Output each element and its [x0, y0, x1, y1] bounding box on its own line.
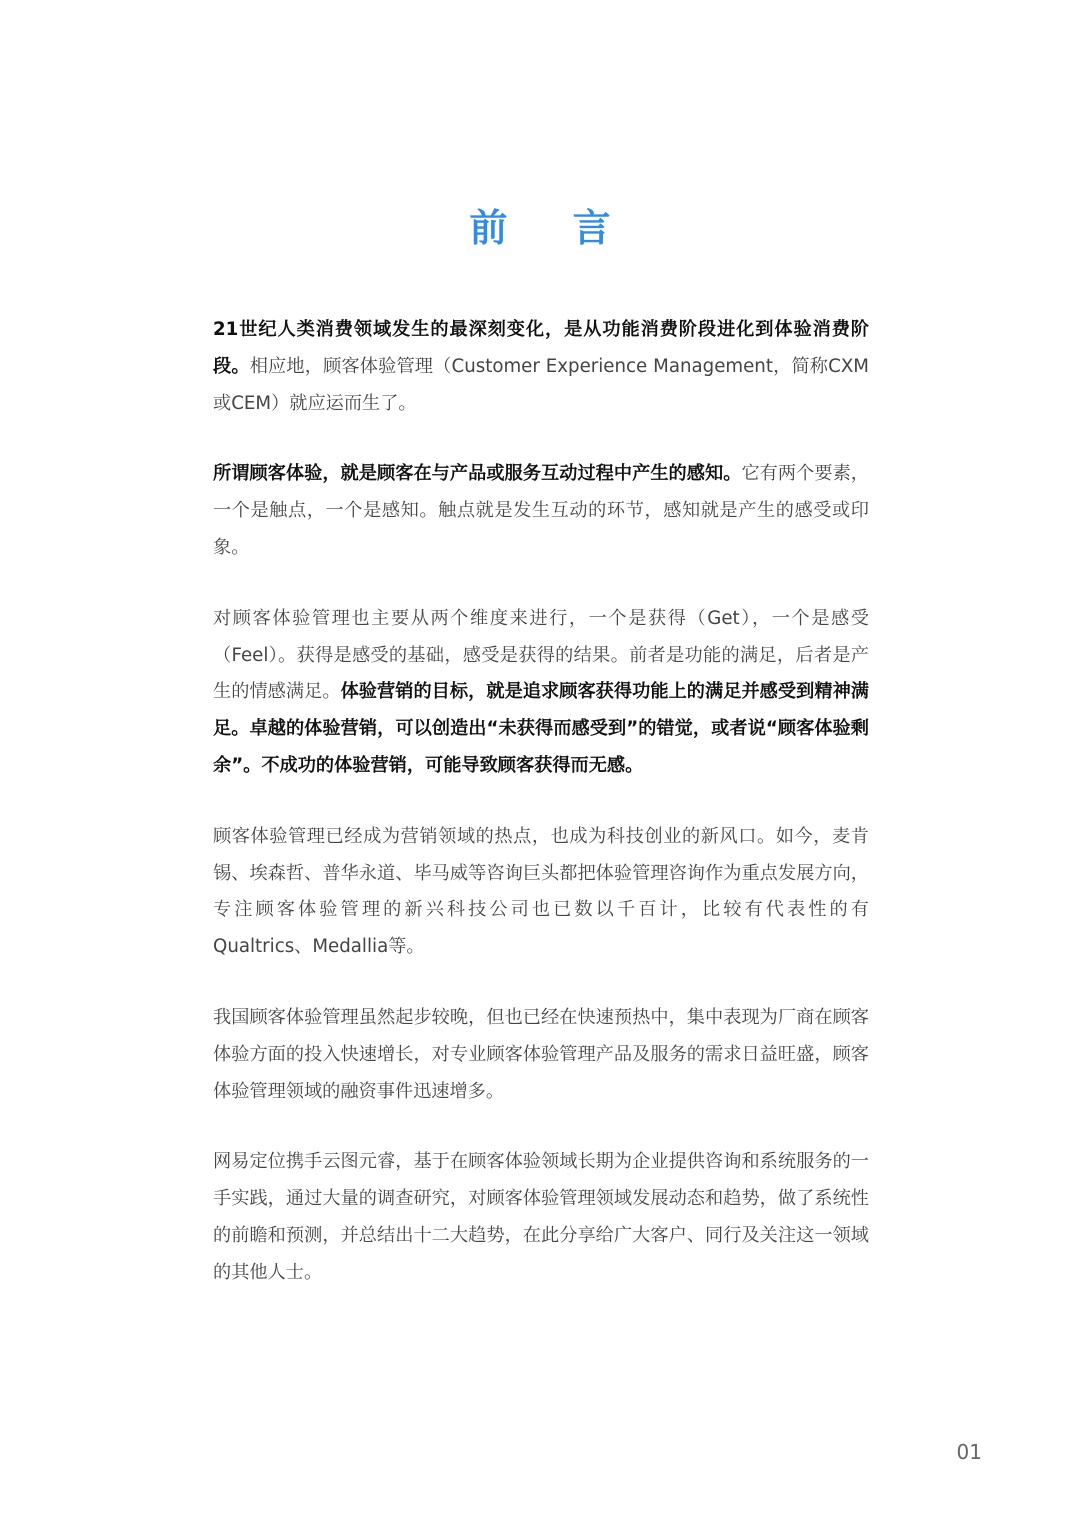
- paragraph-text: 它有两个要素，一个是触点，一个是感知。触点就是发生互动的环节，感知就是产生的感受或印象。: [213, 463, 869, 558]
- paragraph-2: [213, 456, 869, 566]
- paragraph-1: [213, 312, 869, 422]
- paragraph-bold-text: 21世纪人类消费领域发生的最深刻变化，是从功能消费阶段进化到体验消费阶段。: [213, 319, 869, 377]
- paragraph-text: 网易定位携手云图元睿，基于在顾客体验领域长期为企业提供咨询和系统服务的一手实践，通过大量的调查研究，对顾客体验管理领域发展动态和趋势，做了系统性的前瞻和预测，并总结出十二大趋势，在此分享给广大客户、同行及关注这一领域的其他人士。: [213, 1151, 869, 1283]
- paragraph-5: [213, 1000, 869, 1110]
- paragraph-bold-text: 体验营销的目标，就是追求顾客获得功能上的满足并感受到精神满足。卓越的体验营销，可以创造出“未获得而感受到”的错觉，或者说“顾客体验剩余”。不成功的体验营销，可能导致顾客获得而无感。: [213, 681, 869, 776]
- page-title: 前 言: [469, 206, 637, 250]
- preface-body: [213, 312, 869, 1326]
- paragraph-text: 相应地，顾客体验管理（Customer Experience Management，简称CXM或CEM）就应运而生了。: [213, 355, 869, 414]
- page-number: 01: [956, 1440, 982, 1464]
- paragraph-bold-text: 所谓顾客体验，就是顾客在与产品或服务互动过程中产生的感知。: [213, 463, 742, 485]
- paragraph-3: [213, 601, 869, 785]
- paragraph-6: [213, 1144, 869, 1291]
- paragraph-text: 对顾客体验管理也主要从两个维度来进行，一个是获得（Get），一个是感受（Feel）。获得是感受的基础，感受是获得的结果。前者是功能的满足，后者是产生的情感满足。: [213, 607, 869, 703]
- paragraph-text: 顾客体验管理已经成为营销领域的热点，也成为科技创业的新风口。如今，麦肯锡、埃森哲、普华永道、毕马威等咨询巨头都把体验管理咨询作为重点发展方向，专注顾客体验管理的新兴科技公司也已数以千百计，比较有代表性的有Qualtrics、Medallia等。: [213, 825, 869, 958]
- paragraph-text: 我国顾客体验管理虽然起步较晚，但也已经在快速预热中，集中表现为厂商在顾客体验方面的投入快速增长，对专业顾客体验管理产品及服务的需求日益旺盛，顾客体验管理领域的融资事件迅速增多。: [213, 1006, 869, 1102]
- paragraph-4: [213, 819, 869, 966]
